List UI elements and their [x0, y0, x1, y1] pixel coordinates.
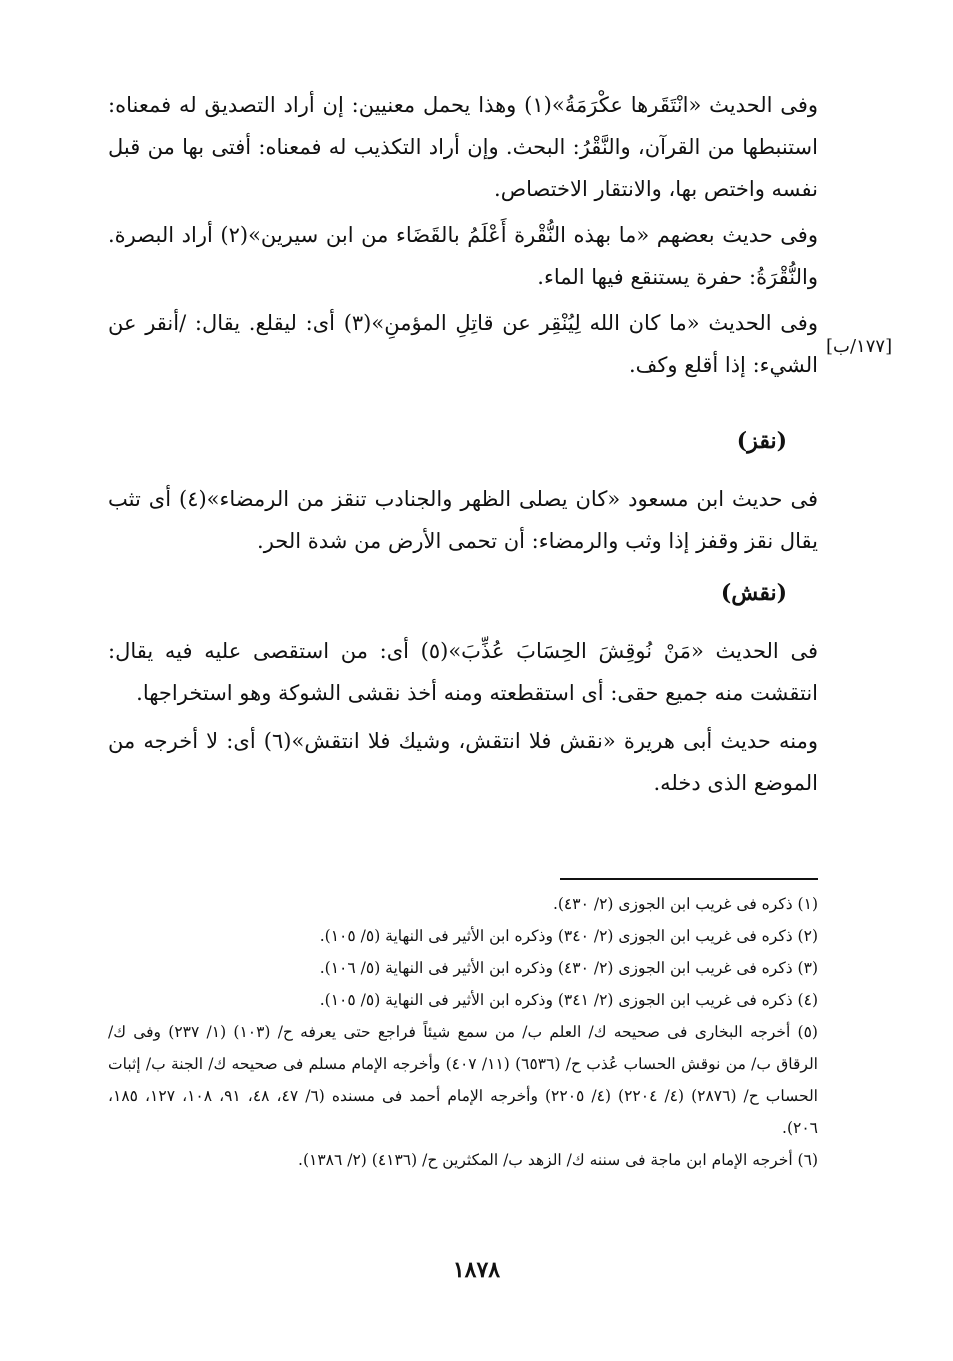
paragraph-4: فى حديث ابن مسعود «كان يصلى الظهر والجنادب تنقز من الرمضاء»(٤) أى تثب يقال نقز وقفز إذا وثب والرمضاء: أن تحمى الأرض من شدة الحر. [108, 487, 819, 553]
footnote-4: (٤) ذكره فى غريب ابن الجوزى (٢/ ٣٤١) وذكره ابن الأثير فى النهاية (٥/ ١٠٥). [319, 991, 818, 1009]
main-text-2 [108, 478, 818, 562]
entry-heading-naqaz: (نقز) [736, 428, 787, 454]
paragraph-5: فى الحديث «مَنْ نُوقِشَ الحِسَابَ عُذِّبَ»(٥) أى: من استقصى عليه فيه يقال: انتقشت منه جميع حقى: أى استقطعته ومنه أخذ نقشى الشوكة وهو استخراجها. [108, 639, 818, 705]
paragraph-3: وفى الحديث «ما كان الله لِيُنْقِر عن قاتِلِ المؤمنِ»(٣) أى: ليقلع. يقال: /أنقر عن الشيء: إذا أقلع وكف. [108, 311, 818, 377]
footnote-5: (٥) أخرجه البخارى فى صحيحه ك/ العلم ب/ من سمع شيئاً فراجع حتى يعرفه ح/ (١٠٣) (١/ ٢٣٧) وفى ك/ الرقاق ب/ من نوقش الحساب عُذب ح/ (٦٥٣٦) (١١/ ٤٠٧) وأخرجه الإمام مسلم فى صحيحه ك/ الجنة ب/ إثبات الحساب ح/ (٢٨٧٦) (٤/ ٢٢٠٤) (٤/ ٢٢٠٥) وأخرجه الإمام أحمد فى مسنده (٦/ ٤٧، ٤٨، ٩١، ١٠٨، ١٢٧، ١٨٥، ٢٠٦). [108, 1023, 818, 1137]
main-text [108, 84, 818, 386]
footnote-separator [560, 878, 818, 880]
footnote-6: (٦) أخرجه الإمام ابن ماجة فى سننه ك/ الزهد ب/ المكثرين ح/ (٤١٣٦) (٢/ ١٣٨٦). [298, 1151, 818, 1169]
paragraph-6: ومنه حديث أبى هريرة «نقش فلا انتقش، وشيك فلا انتقش»(٦) أى: لا أخرجه من الموضع الذى دخله. [108, 729, 818, 795]
margin-folio-reference: [١٧٧/ب] [826, 336, 893, 357]
page-number: ١٨٧٨ [452, 1257, 501, 1283]
paragraph-1: وفى الحديث «انْتَقَرها عكْرَمَةُ»(١) وهذا يحمل معنيين: إن أراد التصديق له فمعناه: استنبطها من القرآن، والنَّقْرُ: البحث. وإن أراد التكذيب له فمعناه: أفتى بها من قبل نفسه واختص بها، والانتقار الاختصاص. [108, 93, 818, 201]
entry-heading-naqash: (نقش) [720, 580, 787, 606]
footnote-1: (١) ذكره فى غريب ابن الجوزى (٢/ ٤٣٠). [552, 895, 818, 913]
footnote-3: (٣) ذكره فى غريب ابن الجوزى (٢/ ٤٣٠) وذكره ابن الأثير فى النهاية (٥/ ١٠٦). [319, 959, 818, 977]
footnote-2: (٢) ذكره فى غريب ابن الجوزى (٢/ ٣٤٠) وذكره ابن الأثير فى النهاية (٥/ ١٠٥). [319, 927, 818, 945]
paragraph-2: وفى حديث بعضهم «ما بهذه النُّقْرة أَعْلَمُ بالقَضَاء من ابن سيرين»(٢) أراد البصرة. والنُّقْرَةُ: حفرة يستنقع فيها الماء. [108, 223, 818, 289]
footnotes [108, 888, 818, 1176]
main-text-3 [108, 630, 818, 804]
